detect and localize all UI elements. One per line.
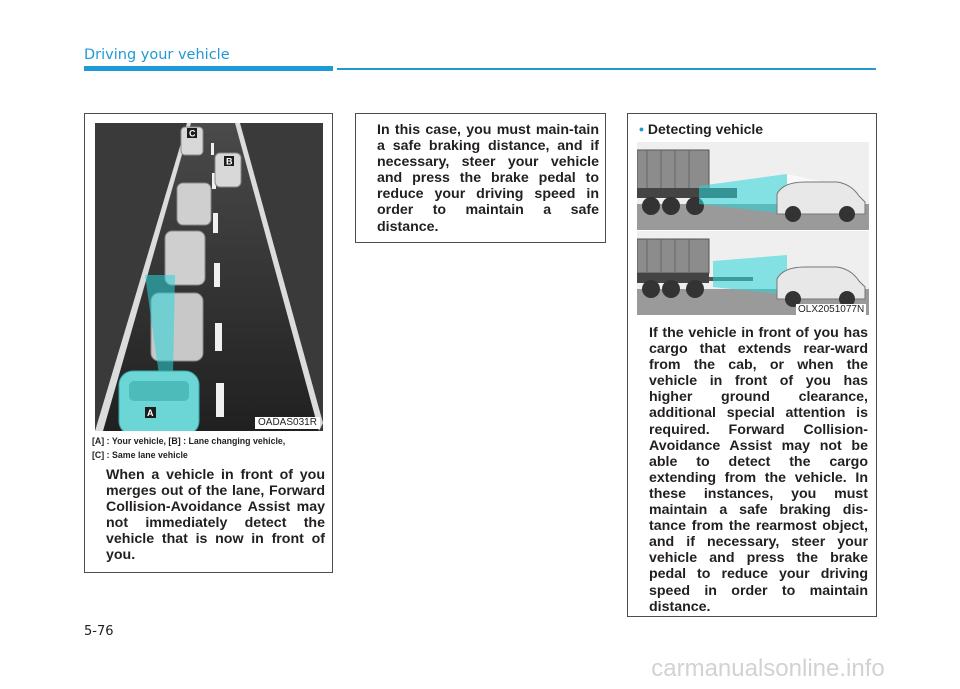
road-illustration	[95, 123, 323, 431]
image-code-right: OLX2051077N	[798, 304, 865, 315]
road-scene-graphic	[95, 123, 323, 431]
image-code-left: OADAS031R	[255, 417, 320, 429]
page-number: 5-76	[84, 624, 114, 639]
right-panel	[627, 113, 877, 617]
figure-caption	[92, 434, 328, 462]
left-panel	[84, 113, 333, 573]
caption-line-2: [C] : Same lane vehicle	[92, 450, 188, 460]
label-c: C	[189, 128, 196, 139]
bullet-title: Detecting vehicle	[647, 121, 764, 137]
label-a: A	[147, 408, 154, 418]
detecting-vehicle-heading	[639, 121, 763, 137]
middle-body-text: In this case, you must main-tain a safe braking distance, and if necessary, steer your vehicle and press the brake pedal to reduce your driving speed in order to maintain a safe distance.	[377, 122, 599, 235]
label-b: B	[226, 156, 233, 167]
header-rule-thick	[84, 66, 333, 71]
section-title: Driving your vehicle	[84, 47, 230, 63]
truck-illustration-bottom	[637, 231, 869, 315]
truck-illustration-top	[637, 142, 869, 230]
bullet-dot-icon: •	[639, 121, 644, 137]
caption-line-1: [A] : Your vehicle, [B] : Lane changing vehicle,	[92, 436, 286, 446]
middle-panel	[355, 113, 606, 243]
right-body-text: If the vehicle in front of you has cargo that extends rear-ward from the cab, or when the vehicle in front of you has higher ground clearance, additional special attention is required. Forward Collision-Avoidance Assist may not be able to detect the cargo extending from the vehicle. In these instances, you must maintain a safe braking dis-tance from the rearmost object, and if necessary, steer your vehicle and press the brake pedal to reduce your driving speed in order to maintain distance.	[649, 325, 868, 615]
header-rule-thin	[337, 68, 876, 70]
left-body-text: When a vehicle in front of you merges out of the lane, Forward Collision-Avoidance Assist may not immediately detect the vehicle that is now in front of you.	[106, 467, 325, 564]
watermark: carmanualsonline.info	[651, 655, 885, 682]
own-vehicle	[119, 371, 199, 431]
